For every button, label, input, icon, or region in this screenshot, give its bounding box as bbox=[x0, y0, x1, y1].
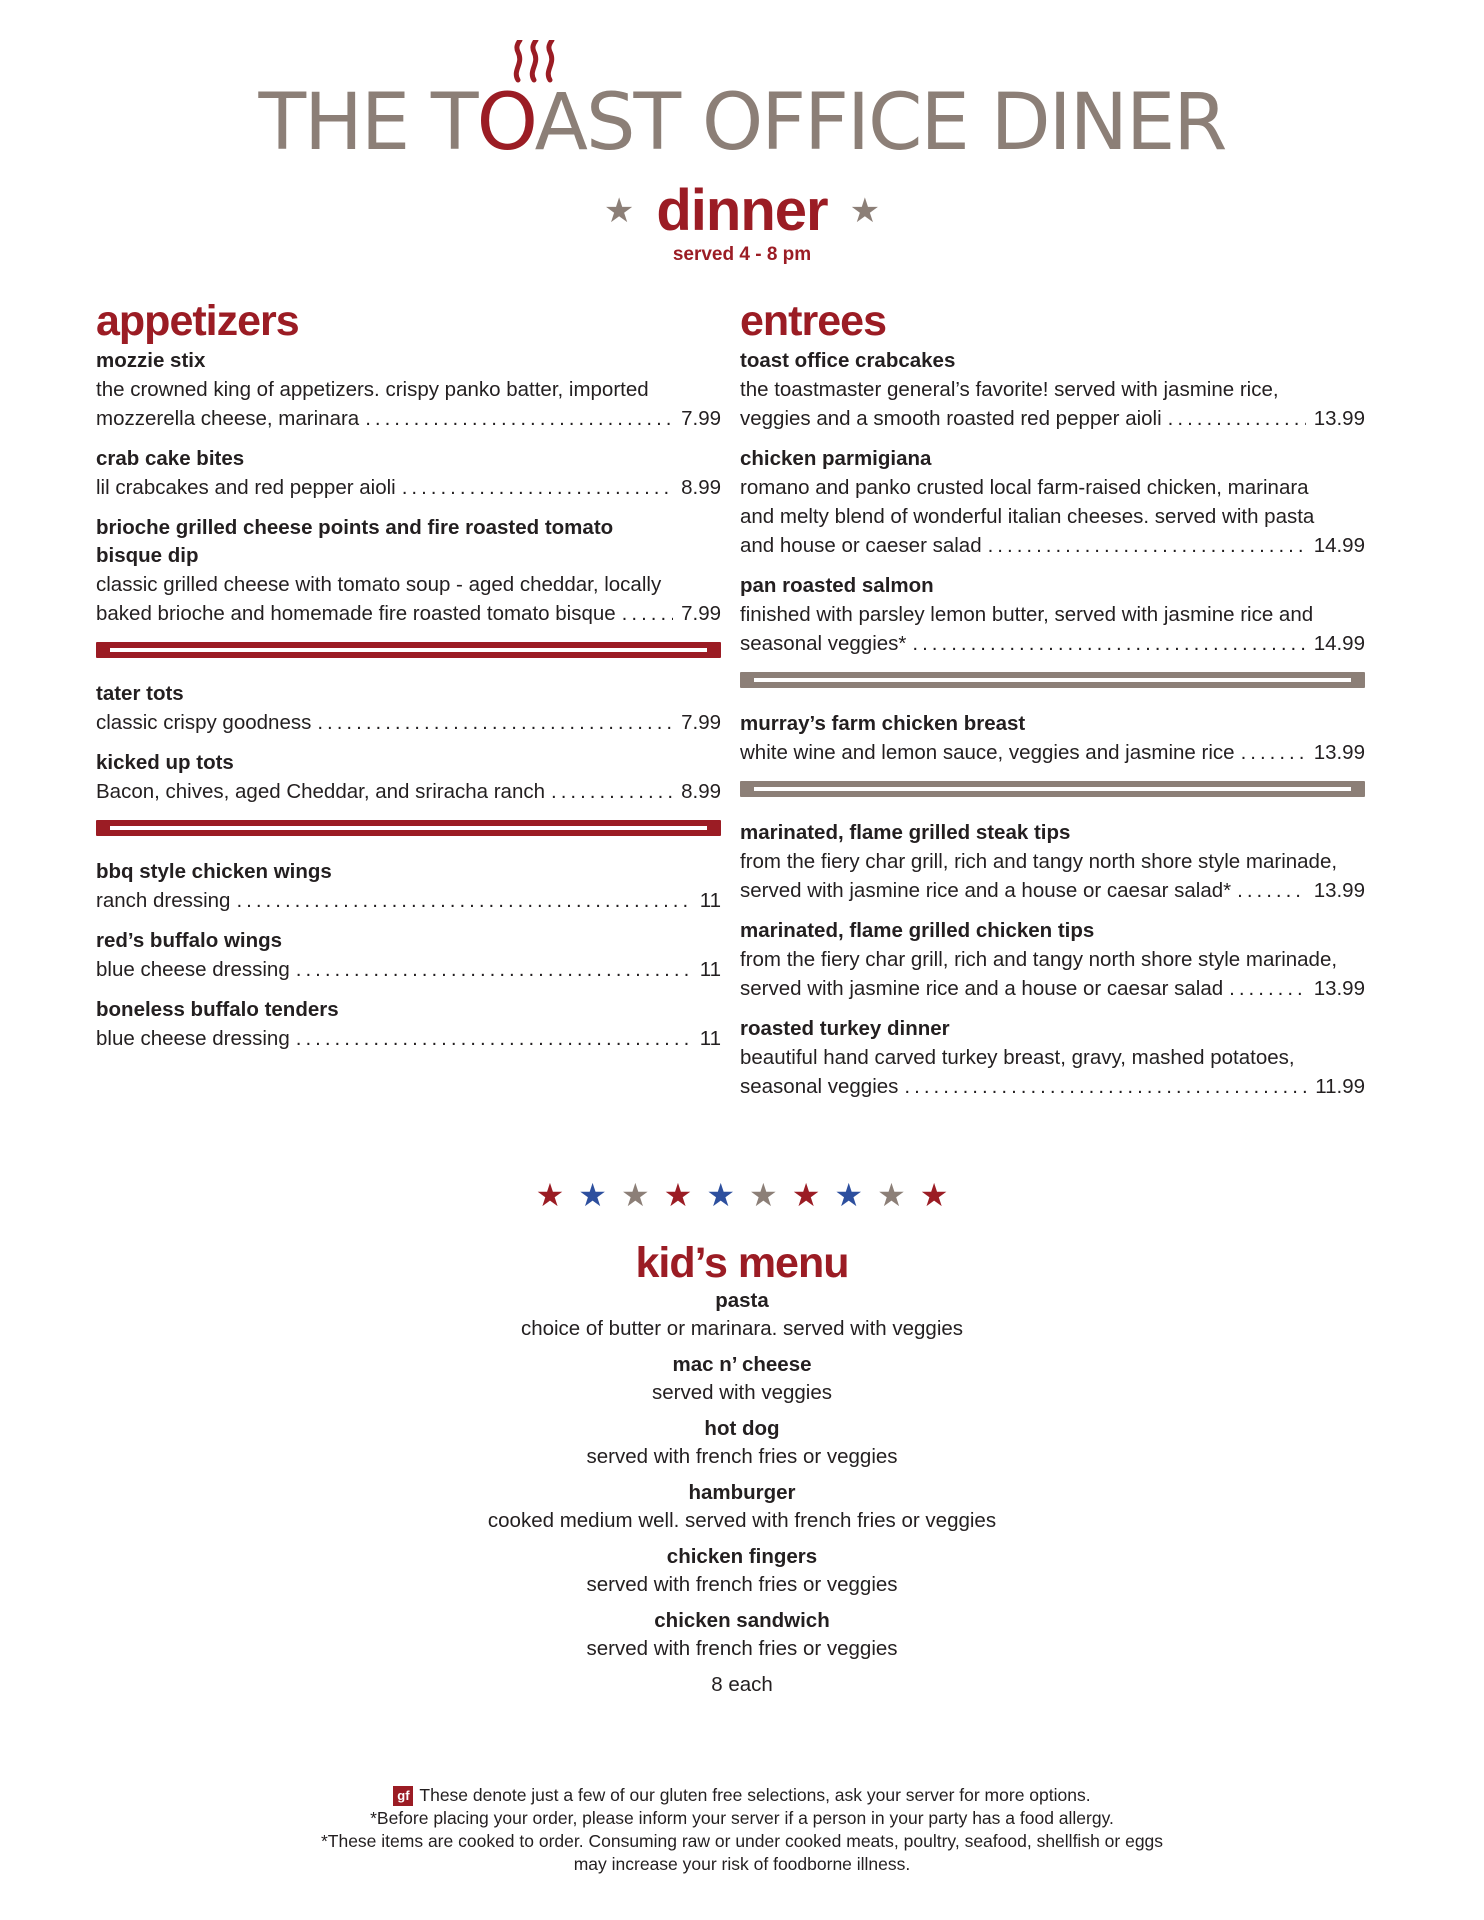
item-description: served with french fries or veggies bbox=[586, 1637, 898, 1660]
gluten-free-icon: gf bbox=[393, 1786, 413, 1806]
star-icon: ★ bbox=[791, 1177, 821, 1213]
menu-item bbox=[96, 996, 721, 1053]
star-icon: ★ bbox=[603, 192, 635, 230]
kids-menu-section bbox=[0, 1239, 1484, 1699]
item-description: from the fiery char grill, rich and tangy north shore style marinade, bbox=[740, 948, 1338, 971]
item-price: 11 bbox=[699, 889, 721, 912]
item-description: cooked medium well. served with french fries or veggies bbox=[487, 1509, 997, 1532]
menu-item bbox=[740, 710, 1365, 767]
item-description: and melty blend of wonderful italian cheeses. served with pasta bbox=[740, 505, 1315, 528]
menu-item bbox=[740, 445, 1365, 560]
item-name: chicken sandwich bbox=[654, 1609, 830, 1632]
item-name: boneless buffalo tenders bbox=[96, 998, 339, 1021]
menu-item bbox=[740, 1015, 1365, 1101]
star-divider-row bbox=[0, 1176, 1484, 1214]
item-description: mozzerella cheese, marinara bbox=[96, 407, 360, 430]
star-icon: ★ bbox=[620, 1177, 650, 1213]
item-name: brioche grilled cheese points and fire roasted tomato bbox=[96, 516, 614, 539]
raw-food-warning-cont: may increase your risk of foodborne illness. bbox=[573, 1854, 911, 1874]
menu-item bbox=[96, 514, 721, 628]
kids-item bbox=[0, 1287, 1484, 1343]
item-description: seasonal veggies bbox=[740, 1075, 899, 1098]
section-title-appetizers: appetizers bbox=[96, 297, 299, 345]
menu-item bbox=[96, 927, 721, 984]
item-name: chicken parmigiana bbox=[740, 447, 932, 470]
item-name: crab cake bites bbox=[96, 447, 245, 470]
item-name: bisque dip bbox=[96, 544, 199, 567]
item-description: veggies and a smooth roasted red pepper aioli bbox=[740, 407, 1162, 430]
item-name: mozzie stix bbox=[96, 349, 206, 372]
item-description: beautiful hand carved turkey breast, gravy, mashed potatoes, bbox=[740, 1046, 1295, 1069]
menu-title: dinner bbox=[656, 178, 828, 243]
star-icon: ★ bbox=[749, 1177, 778, 1213]
item-price: 14.99 bbox=[1313, 632, 1365, 655]
raw-food-warning: *These items are cooked to order. Consuming raw or under cooked meats, poultry, seafood, shellfish or eggs bbox=[320, 1831, 1164, 1851]
item-name: pasta bbox=[715, 1289, 769, 1312]
star-icon: ★ bbox=[578, 1177, 607, 1213]
item-name: kicked up tots bbox=[96, 751, 234, 774]
item-description: finished with parsley lemon butter, served with jasmine rice and bbox=[740, 603, 1314, 626]
item-description: and house or caeser salad bbox=[740, 534, 982, 557]
item-name: tater tots bbox=[96, 682, 184, 705]
steam-icon bbox=[510, 40, 560, 84]
kids-item bbox=[0, 1543, 1484, 1599]
item-price: 14.99 bbox=[1313, 534, 1365, 557]
kids-item bbox=[0, 1415, 1484, 1471]
item-description: blue cheese dressing bbox=[96, 1027, 290, 1050]
section-divider bbox=[740, 672, 1365, 688]
item-price: 8.99 bbox=[681, 476, 721, 499]
menu-item bbox=[740, 347, 1365, 433]
kids-item bbox=[0, 1479, 1484, 1535]
item-name: mac n’ cheese bbox=[672, 1353, 812, 1376]
item-price: 13.99 bbox=[1313, 407, 1365, 430]
item-name: red’s buffalo wings bbox=[96, 929, 283, 952]
section-title-entrees: entrees bbox=[740, 297, 886, 345]
item-name: pan roasted salmon bbox=[740, 574, 934, 597]
star-icon: ★ bbox=[663, 1177, 693, 1213]
item-name: marinated, flame grilled steak tips bbox=[740, 821, 1071, 844]
entrees-section bbox=[740, 297, 1365, 1113]
footer-notes bbox=[0, 1784, 1484, 1876]
menu-item bbox=[740, 917, 1365, 1003]
item-name: marinated, flame grilled chicken tips bbox=[740, 919, 1095, 942]
item-description: blue cheese dressing bbox=[96, 958, 290, 981]
item-description: seasonal veggies* bbox=[740, 632, 907, 655]
item-price: 11.99 bbox=[1315, 1075, 1365, 1098]
item-description: the crowned king of appetizers. crispy panko batter, imported bbox=[96, 378, 649, 401]
menu-item bbox=[96, 347, 721, 433]
star-icon: ★ bbox=[877, 1177, 906, 1213]
item-description: white wine and lemon sauce, veggies and jasmine rice bbox=[740, 741, 1235, 764]
appetizers-section bbox=[96, 297, 721, 1065]
section-divider bbox=[96, 642, 721, 658]
star-icon: ★ bbox=[834, 1177, 864, 1213]
restaurant-logo bbox=[0, 40, 1484, 168]
item-description: baked brioche and homemade fire roasted tomato bisque bbox=[96, 602, 616, 625]
logo-o-letter: O bbox=[476, 78, 535, 168]
restaurant-name: THE TOAST OFFICE DINER bbox=[258, 78, 1226, 168]
star-icon: ★ bbox=[849, 192, 881, 230]
star-icon: ★ bbox=[919, 1177, 949, 1213]
menu-item bbox=[96, 858, 721, 915]
menu-item bbox=[740, 572, 1365, 658]
item-name: roasted turkey dinner bbox=[740, 1017, 950, 1040]
item-description: classic crispy goodness bbox=[96, 711, 312, 734]
section-divider bbox=[740, 781, 1365, 797]
gluten-free-note: gf These denote just a few of our gluten free selections, ask your server for more options. bbox=[0, 1784, 1484, 1807]
menu-item bbox=[740, 819, 1365, 905]
item-price: 13.99 bbox=[1313, 977, 1365, 1000]
menu-header bbox=[0, 178, 1484, 266]
item-name: chicken fingers bbox=[666, 1545, 818, 1568]
item-description: served with veggies bbox=[651, 1381, 833, 1404]
item-description: served with french fries or veggies bbox=[586, 1573, 898, 1596]
section-divider bbox=[96, 820, 721, 836]
item-name: hot dog bbox=[704, 1417, 780, 1440]
item-price: 13.99 bbox=[1313, 879, 1365, 902]
item-name: hamburger bbox=[688, 1481, 796, 1504]
item-price: 7.99 bbox=[681, 711, 721, 734]
kids-price: 8 each bbox=[711, 1673, 773, 1696]
item-name: toast office crabcakes bbox=[740, 349, 956, 372]
allergy-note: *Before placing your order, please inform your server if a person in your party has a food allergy. bbox=[370, 1808, 1114, 1828]
item-price: 11 bbox=[699, 1027, 721, 1050]
star-icon: ★ bbox=[535, 1177, 565, 1213]
item-name: bbq style chicken wings bbox=[96, 860, 332, 883]
item-price: 7.99 bbox=[681, 407, 721, 430]
item-description: ranch dressing bbox=[96, 889, 231, 912]
kids-item bbox=[0, 1607, 1484, 1663]
item-description: served with french fries or veggies bbox=[586, 1445, 898, 1468]
item-price: 7.99 bbox=[681, 602, 721, 625]
menu-hours: served 4 - 8 pm bbox=[672, 244, 812, 265]
item-description: romano and panko crusted local farm-raised chicken, marinara bbox=[740, 476, 1309, 499]
item-description: the toastmaster general’s favorite! served with jasmine rice, bbox=[740, 378, 1279, 401]
item-description: served with jasmine rice and a house or caesar salad* bbox=[740, 879, 1232, 902]
item-description: Bacon, chives, aged Cheddar, and sriracha ranch bbox=[96, 780, 545, 803]
section-title-kids: kid’s menu bbox=[635, 1239, 849, 1287]
kids-item bbox=[0, 1351, 1484, 1407]
item-price: 13.99 bbox=[1313, 741, 1365, 764]
item-name: murray’s farm chicken breast bbox=[740, 712, 1026, 735]
item-price: 11 bbox=[699, 958, 721, 981]
item-price: 8.99 bbox=[681, 780, 721, 803]
menu-item bbox=[96, 749, 721, 806]
menu-item bbox=[96, 445, 721, 502]
menu-item bbox=[96, 680, 721, 737]
item-description: served with jasmine rice and a house or caesar salad bbox=[740, 977, 1224, 1000]
star-icon: ★ bbox=[706, 1177, 735, 1213]
item-description: from the fiery char grill, rich and tangy north shore style marinade, bbox=[740, 850, 1338, 873]
item-description: choice of butter or marinara. served with veggies bbox=[520, 1317, 964, 1340]
item-description: lil crabcakes and red pepper aioli bbox=[96, 476, 396, 499]
item-description: classic grilled cheese with tomato soup - aged cheddar, locally bbox=[96, 573, 662, 596]
